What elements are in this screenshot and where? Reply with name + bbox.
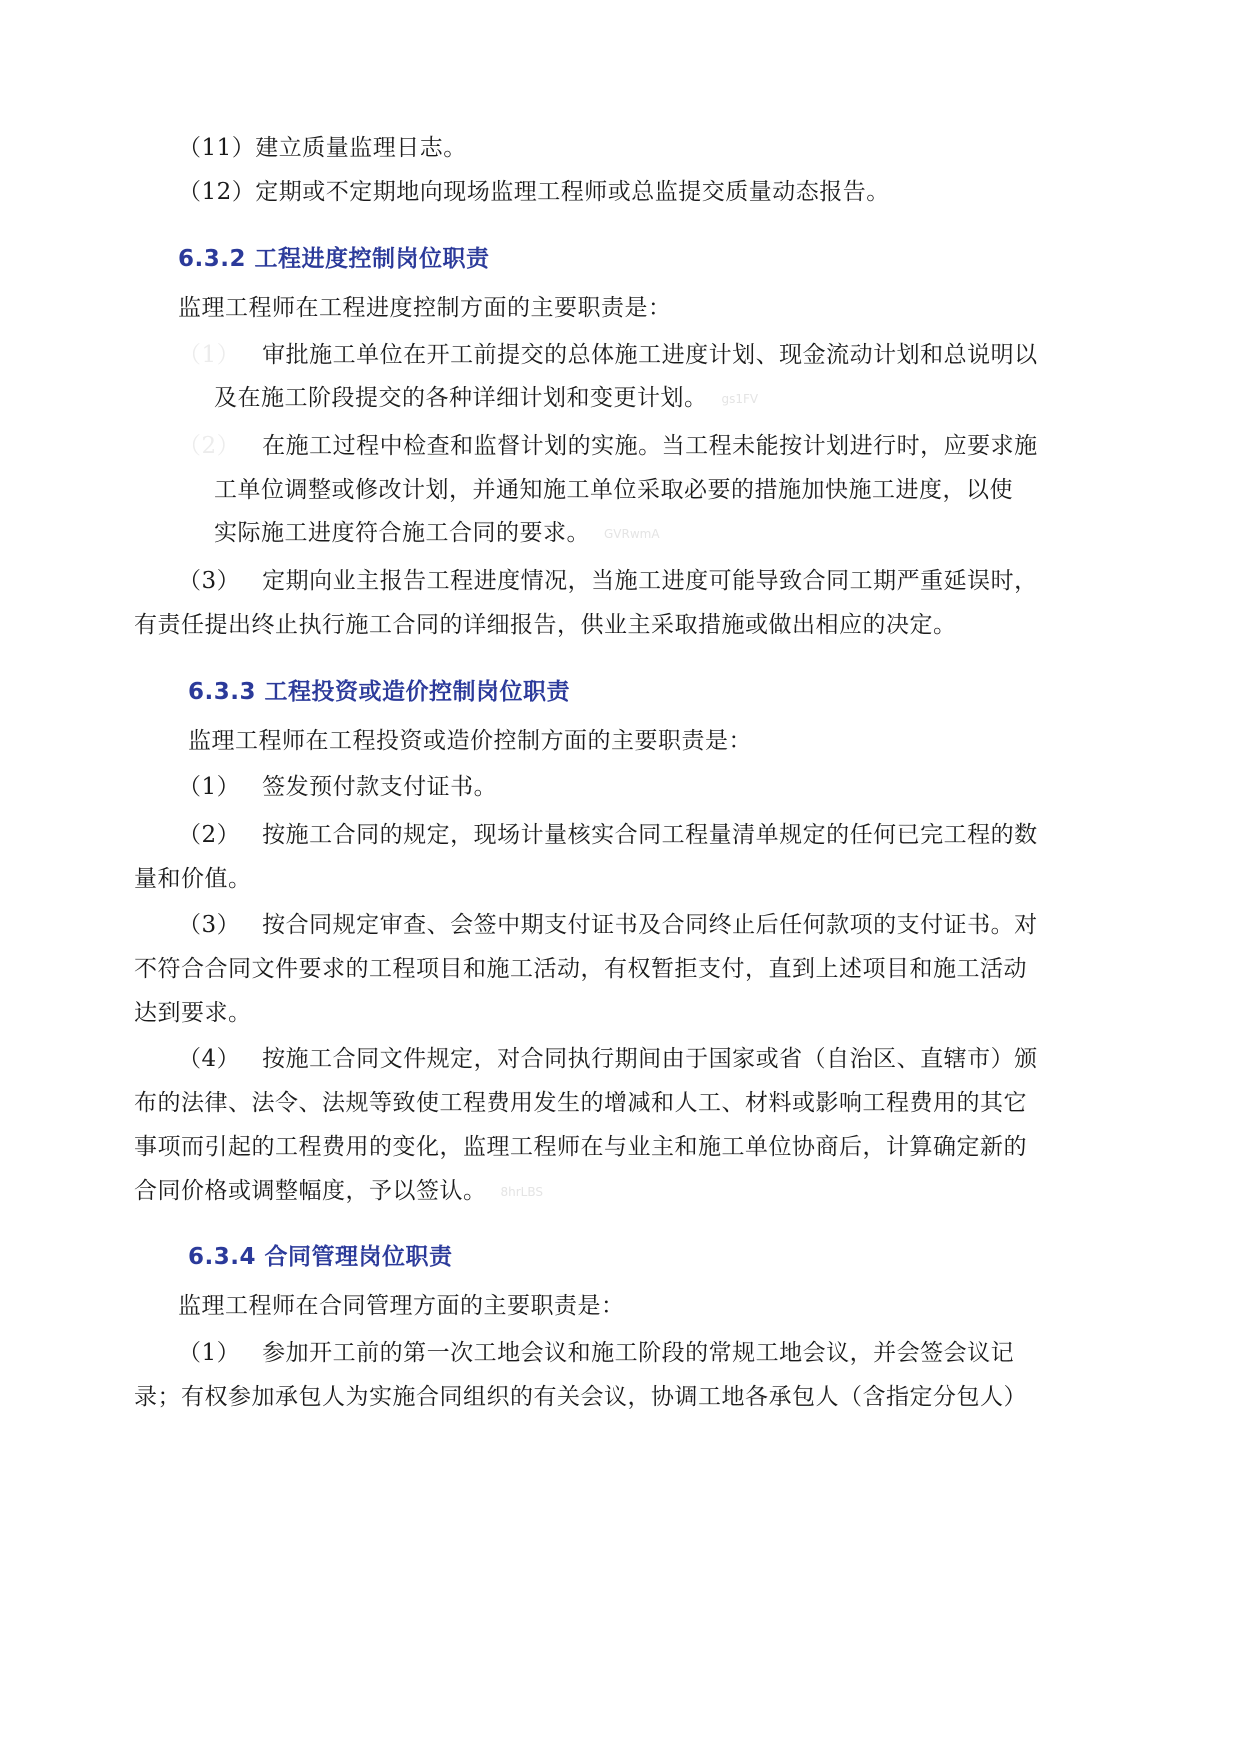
section-632-item2-line1 — [178, 431, 1038, 461]
section-632-item1-number: （1） — [178, 342, 241, 368]
section-634-item1-text: 参加开工前的第一次工地会议和施工阶段的常规工地会议，并会签会议记 — [262, 1340, 1015, 1366]
section-632-item1-line1 — [178, 340, 1038, 370]
section-heading-632: 6.3.2 工程进度控制岗位职责 — [178, 246, 490, 272]
section-633-item2-number: （2） — [178, 822, 241, 848]
list-item-12: （12）定期或不定期地向现场监理工程师或总监提交质量动态报告。 — [178, 179, 890, 205]
section-632-item2-line3 — [214, 518, 660, 549]
section-633-item4-number: （4） — [178, 1046, 241, 1072]
section-634-item1-number: （1） — [178, 1340, 241, 1366]
watermark-code: 8hrLBS — [500, 1185, 543, 1199]
section-632-item3-number: （3） — [178, 568, 241, 594]
section-633-intro: 监理工程师在工程投资或造价控制方面的主要职责是： — [188, 728, 752, 754]
section-633-item2-line1 — [178, 820, 1038, 850]
section-632-item3-line1 — [178, 566, 1038, 596]
section-633-item1-line1 — [178, 772, 497, 802]
watermark-code: GVRwmA — [604, 527, 660, 541]
section-633-item4-line3: 事项而引起的工程费用的变化，监理工程师在与业主和施工单位协商后，计算确定新的 — [134, 1134, 1027, 1160]
section-633-item1-text: 签发预付款支付证书。 — [262, 774, 498, 800]
section-632-item3-text: 定期向业主报告工程进度情况，当施工进度可能导致合同工期严重延误时， — [262, 568, 1038, 594]
section-632-item2-number: （2） — [178, 433, 241, 459]
watermark-code: gs1FV — [721, 392, 759, 406]
section-633-item3-line1 — [178, 910, 1038, 940]
section-632-intro: 监理工程师在工程进度控制方面的主要职责是： — [178, 295, 672, 321]
section-632-item2-line2: 工单位调整或修改计划，并通知施工单位采取必要的措施加快施工进度，以使 — [214, 477, 1013, 503]
section-633-item3-number: （3） — [178, 912, 241, 938]
section-632-item2-text: 在施工过程中检查和监督计划的实施。当工程未能按计划进行时，应要求施 — [262, 433, 1038, 459]
section-632-item1-text2: 及在施工阶段提交的各种详细计划和变更计划。 — [214, 385, 708, 411]
section-633-item2-text: 按施工合同的规定，现场计量核实合同工程量清单规定的任何已完工程的数 — [262, 822, 1038, 848]
list-item-11: （11）建立质量监理日志。 — [178, 135, 467, 161]
section-633-item4-line4 — [134, 1176, 543, 1207]
section-633-item4-text: 按施工合同文件规定，对合同执行期间由于国家或省（自治区、直辖市）颁 — [262, 1046, 1038, 1072]
section-632-item3-line2: 有责任提出终止执行施工合同的详细报告，供业主采取措施或做出相应的决定。 — [134, 612, 957, 638]
section-634-item1-line2: 录；有权参加承包人为实施合同组织的有关会议，协调工地各承包人（含指定分包人） — [134, 1384, 1027, 1410]
section-633-item1-number: （1） — [178, 774, 241, 800]
section-633-item4-text4: 合同价格或调整幅度，予以签认。 — [134, 1178, 487, 1204]
section-633-item3-text: 按合同规定审查、会签中期支付证书及合同终止后任何款项的支付证书。对 — [262, 912, 1038, 938]
section-heading-633: 6.3.3 工程投资或造价控制岗位职责 — [188, 679, 570, 705]
section-heading-634: 6.3.4 合同管理岗位职责 — [188, 1244, 453, 1270]
section-633-item3-line2: 不符合合同文件要求的工程项目和施工活动，有权暂拒支付，直到上述项目和施工活动 — [134, 956, 1027, 982]
section-632-item2-text3: 实际施工进度符合施工合同的要求。 — [214, 520, 590, 546]
section-634-item1-line1 — [178, 1338, 1014, 1368]
section-633-item4-line2: 布的法律、法令、法规等致使工程费用发生的增减和人工、材料或影响工程费用的其它 — [134, 1090, 1027, 1116]
section-632-item1-line2 — [214, 383, 758, 414]
section-633-item2-line2: 量和价值。 — [134, 866, 252, 892]
section-633-item4-line1 — [178, 1044, 1038, 1074]
section-632-item1-text: 审批施工单位在开工前提交的总体施工进度计划、现金流动计划和总说明以 — [262, 342, 1038, 368]
section-634-intro: 监理工程师在合同管理方面的主要职责是： — [178, 1293, 625, 1319]
section-633-item3-line3: 达到要求。 — [134, 1000, 252, 1026]
